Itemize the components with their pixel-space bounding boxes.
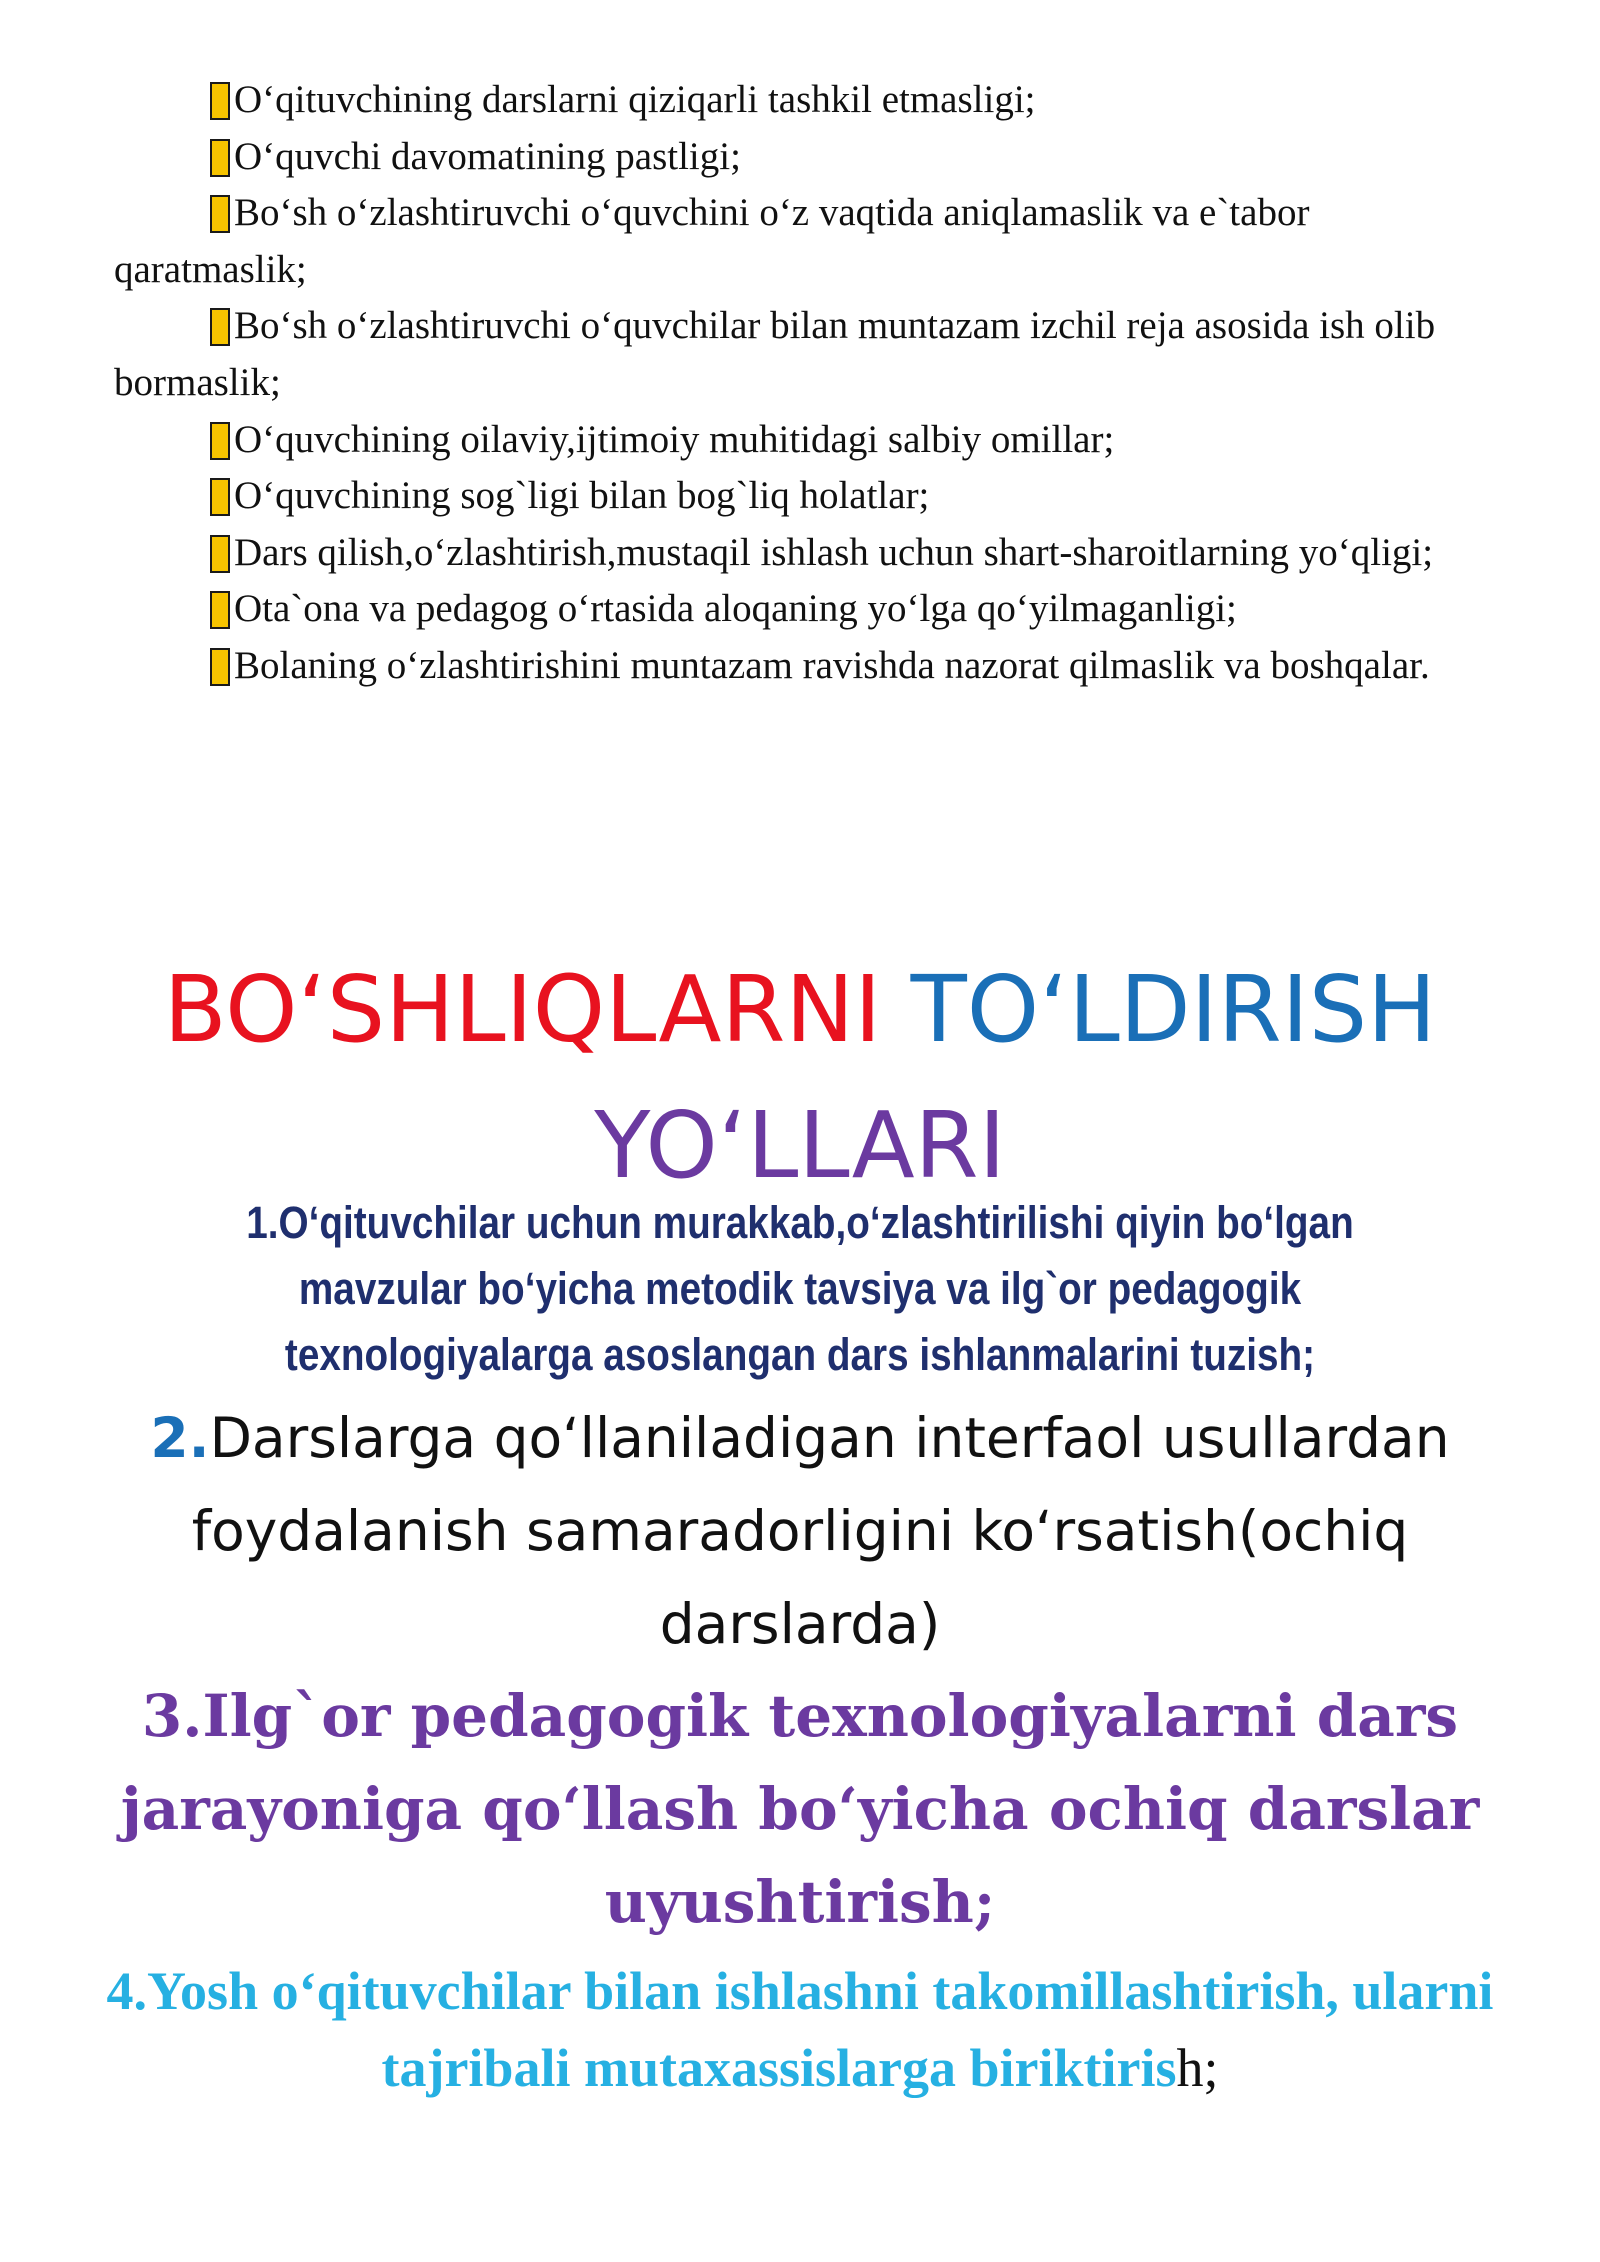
list-item [114,525,1444,582]
list-item-text: Bo‘sh o‘zlashtiruvchi o‘quvchini o‘z vaqtida aniqlamaslik va e`tabor qaratmaslik; [114,191,1310,291]
section-heading [100,942,1500,1214]
measure-item-4 [90,1953,1510,2107]
list-item [114,468,1444,525]
list-item [114,298,1444,411]
yellow-square-bullet-icon [210,82,230,120]
list-item-text: Bo‘sh o‘zlashtiruvchi o‘quvchilar bilan muntazam izchil reja asosida ish olib bormaslik; [114,304,1436,404]
list-item-text: O‘quvchining oilaviy,ijtimoiy muhitidagi salbiy omillar; [234,417,1115,461]
measure-item-2 [110,1392,1490,1671]
list-item-text: Bolaning o‘zlashtirishini muntazam ravishda nazorat qilmaslik va boshqalar. [234,643,1430,687]
yellow-square-bullet-icon [210,535,230,573]
list-item [114,72,1444,129]
yellow-square-bullet-icon [210,591,230,629]
list-item-text: Dars qilish,o‘zlashtirish,mustaqil ishlash uchun shart-sharoitlarning yo‘qligi; [234,530,1434,574]
list-item-text: Ota`ona va pedagog o‘rtasida aloqaning yo‘lga qo‘yilmaganligi; [234,587,1237,631]
yellow-square-bullet-icon [210,308,230,346]
measure-item-4-text: 4.Yosh o‘qituvchilar bilan ishlashni takomillashtirish, ularni tajribali mutaxassislarga biriktiris [106,1961,1494,2098]
measure-item-2-text: Darslarga qo‘llaniladigan interfaol usullardan foydalanish samaradorligini ko‘rsatish(ochiq darslarda) [191,1406,1450,1656]
list-item [114,638,1444,695]
causes-list [114,72,1444,695]
list-item [114,581,1444,638]
list-item [114,129,1444,186]
yellow-square-bullet-icon [210,195,230,233]
measure-item-3: 3.Ilg`or pedagogik texnologiyalarni dars jarayoniga qo‘llash bo‘yicha ochiq darslar uyushtirish; [120,1682,1480,1936]
list-item [114,185,1444,298]
measure-item-1: 1.O‘qituvchilar uchun murakkab,o‘zlashtirilishi qiyin bo‘lgan mavzular bo‘yicha metodik tavsiya va ilg`or pedagogik texnologiyalarga asoslangan dars ishlanmalarini tuzish; [246,1197,1354,1380]
measure-item-4-tail: h; [1176,2038,1219,2098]
yellow-square-bullet-icon [210,648,230,686]
list-item-text: O‘quvchining sog`ligi bilan bog`liq holatlar; [234,474,930,518]
list-item [114,412,1444,469]
yellow-square-bullet-icon [210,139,230,177]
heading-part-purple: YO‘LLARI [594,1092,1006,1199]
heading-part-blue: TO‘LDIRISH [910,956,1437,1063]
measure-item-2-number: 2. [150,1406,210,1470]
heading-part-red: BO‘SHLIQLARNI [163,956,882,1063]
yellow-square-bullet-icon [210,422,230,460]
list-item-text: O‘quvchi davomatining pastligi; [234,134,741,178]
list-item-text: O‘qituvchining darslarni qiziqarli tashkil etmasligi; [234,78,1036,121]
yellow-square-bullet-icon [210,478,230,516]
